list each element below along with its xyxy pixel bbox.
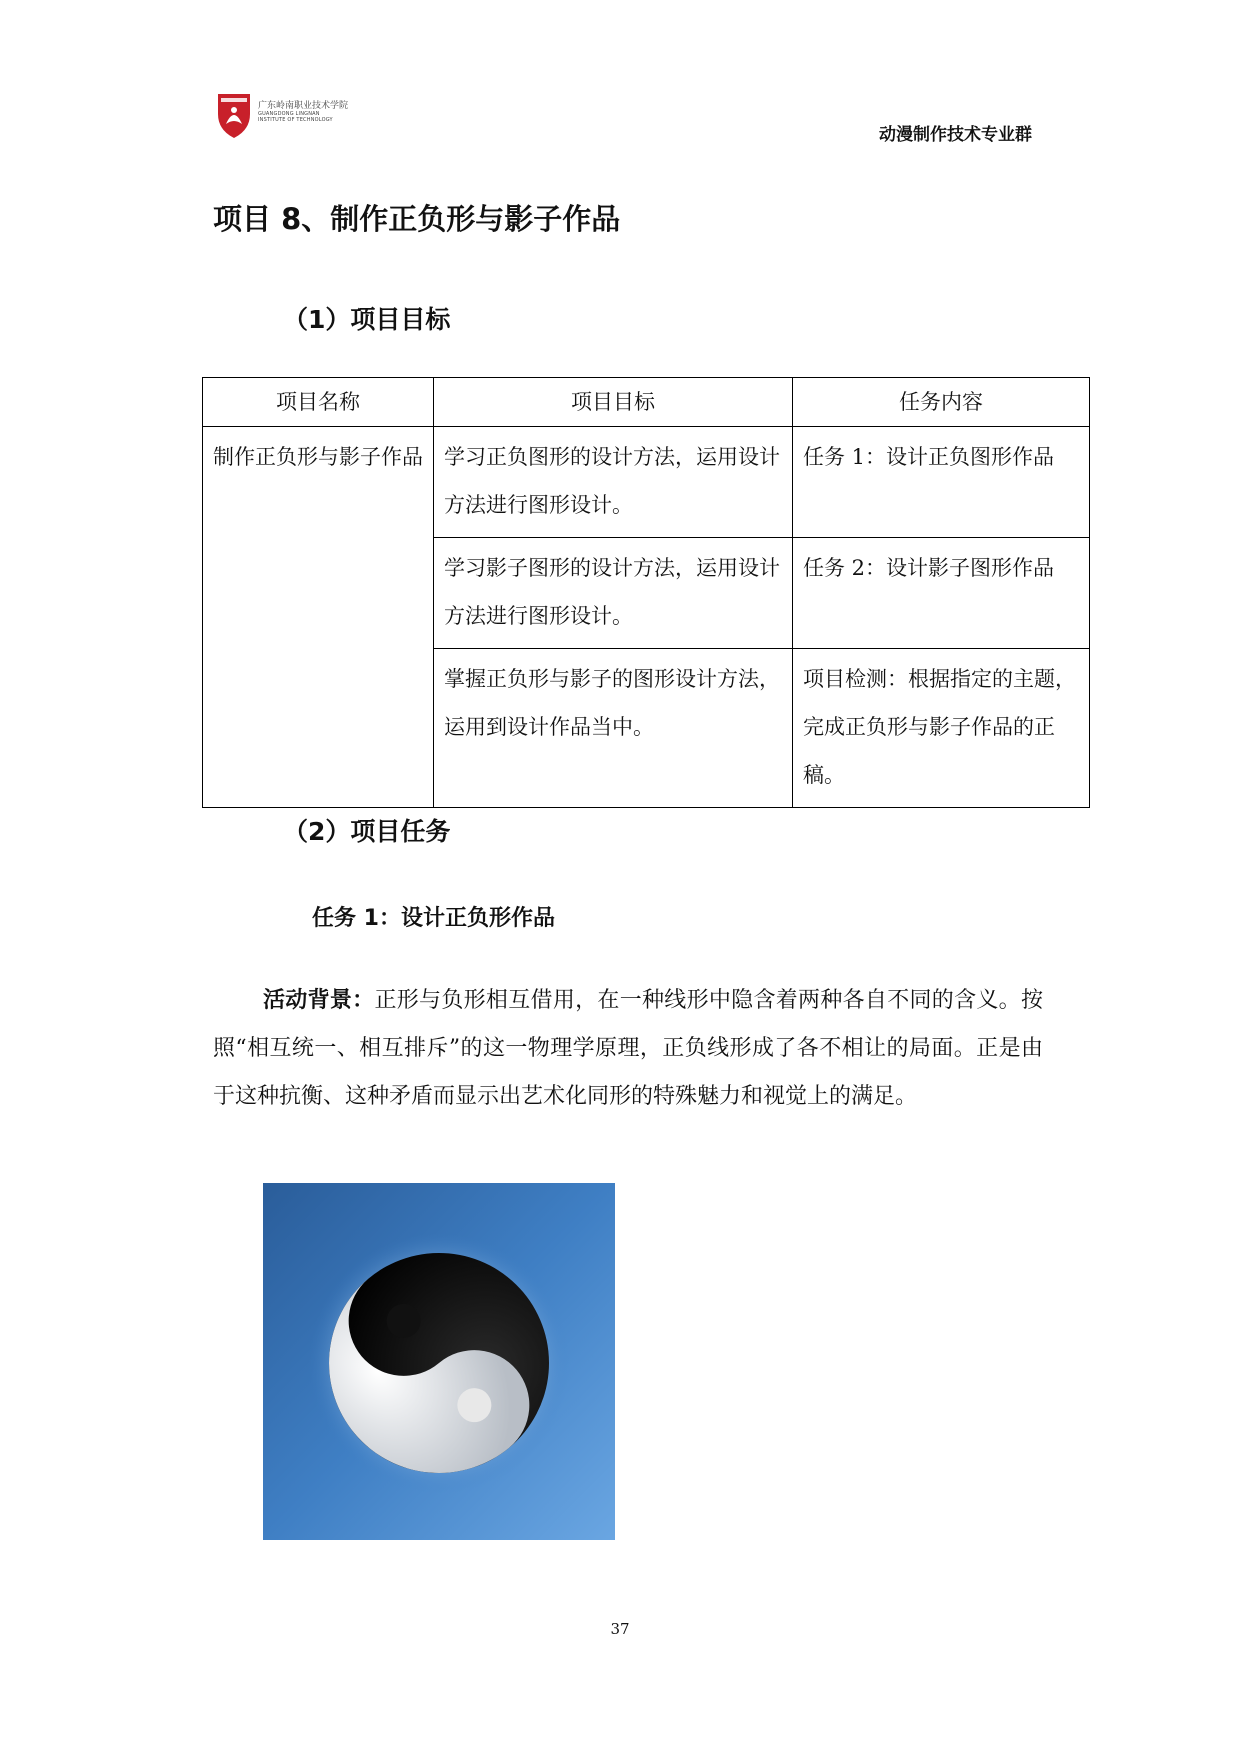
section-tasks-heading: （2）项目任务	[283, 817, 451, 846]
page-number: 37	[610, 1620, 630, 1638]
activity-lead: 活动背景：	[263, 987, 375, 1013]
task1-heading: 任务 1：设计正负形作品	[312, 906, 555, 931]
yin-yang-icon	[263, 1183, 615, 1540]
table-header-cell: 任务内容	[793, 378, 1090, 427]
table-header-cell: 项目目标	[434, 378, 793, 427]
activity-text: 正形与负形相互借用，在一种线形中隐含着两种各自不同的含义。按照“相互统一、相互排斥”的这一物理学原理，正负线形成了各不相让的局面。正是由于这种抗衡、这种矛盾而显示出艺术化同形的特殊魅力和视觉上的满足。	[213, 988, 1043, 1109]
task-cell: 任务 2：设计影子图形作品	[793, 538, 1090, 649]
header-program-name: 动漫制作技术专业群	[879, 125, 1032, 145]
college-name-en-2: INSTITUTE OF TECHNOLOGY	[258, 117, 333, 123]
task-cell: 任务 1：设计正负图形作品	[793, 427, 1090, 538]
project-title: 项目 8、制作正负形与影子作品	[213, 202, 621, 236]
section-goals-heading: （1）项目目标	[283, 305, 451, 334]
goal-cell: 学习影子图形的设计方法，运用设计方法进行图形设计。	[434, 538, 793, 649]
table-header-cell: 项目名称	[203, 378, 434, 427]
goal-cell: 学习正负图形的设计方法，运用设计方法进行图形设计。	[434, 427, 793, 538]
college-name	[258, 98, 348, 123]
activity-background-paragraph	[213, 976, 1043, 1121]
college-name-en-1: GUANGDONG LINGNAN	[258, 111, 320, 117]
project-goals-table	[202, 377, 1090, 808]
table-header-row	[203, 378, 1090, 427]
table-row	[203, 427, 1090, 538]
task-cell: 项目检测：根据指定的主题，完成正负形与影子作品的正稿。	[793, 649, 1090, 808]
project-name-cell: 制作正负形与影子作品	[203, 427, 434, 808]
college-name-cn: 广东岭南职业技术学院	[258, 101, 349, 111]
goal-cell: 掌握正负形与影子的图形设计方法，运用到设计作品当中。	[434, 649, 793, 808]
